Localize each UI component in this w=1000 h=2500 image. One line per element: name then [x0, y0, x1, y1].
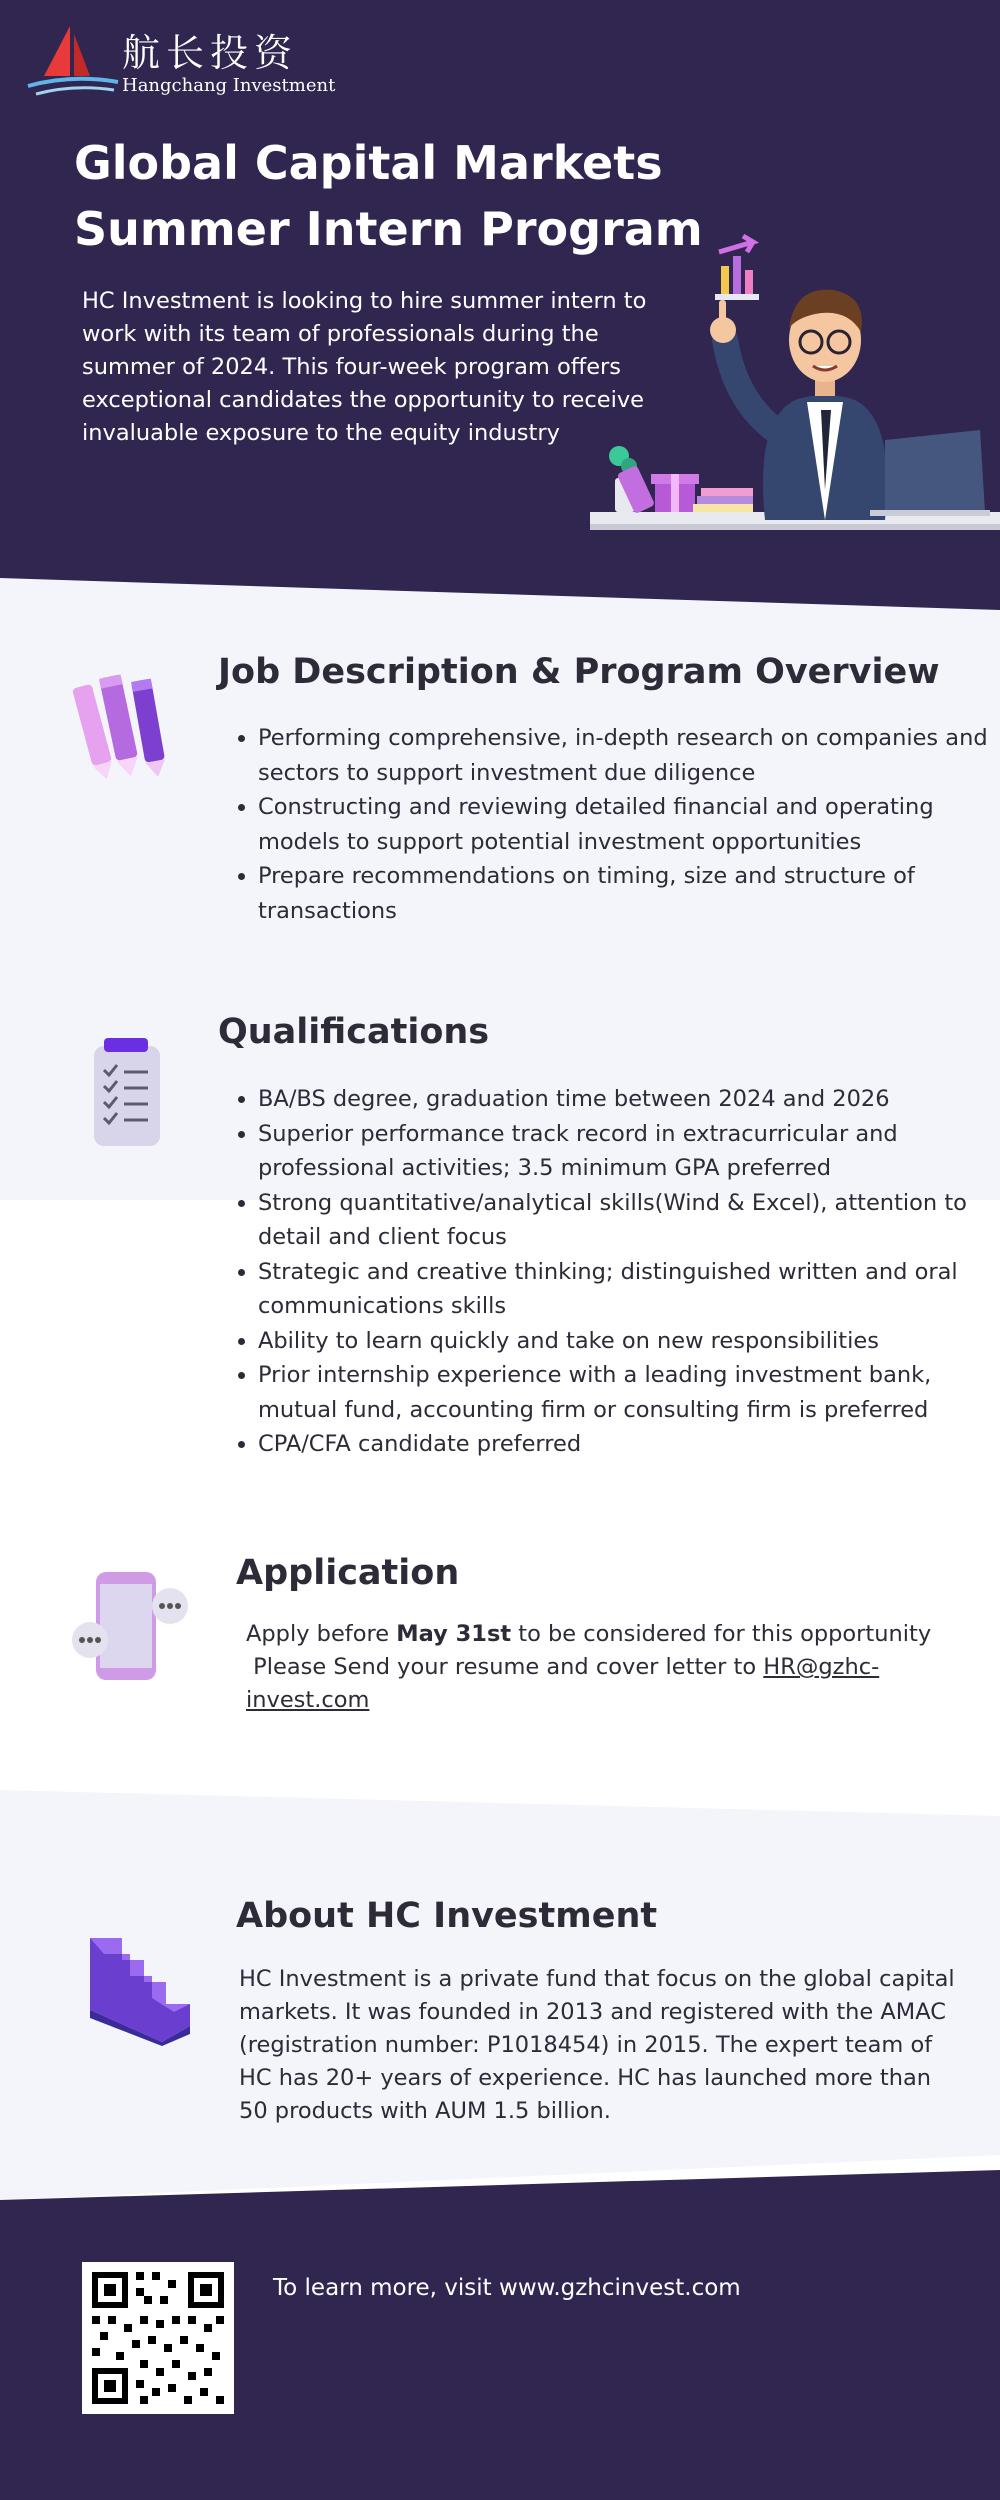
application-line2-pre: Please Send your resume and cover letter to — [253, 1654, 764, 1680]
list-item: • CPA/CFA candidate preferred — [258, 1427, 988, 1462]
sailboat-logo-icon — [22, 24, 122, 104]
qr-code — [82, 2262, 234, 2414]
stairs-icon — [82, 1930, 200, 2046]
application-deadline: May 31st — [396, 1621, 512, 1647]
application-line1-pre: Apply before — [246, 1621, 397, 1647]
job-description-heading: Job Description & Program Overview — [218, 652, 940, 692]
page-title-line-1: Global Capital Markets — [74, 136, 663, 190]
qualifications-list — [218, 1082, 988, 1462]
list-item: • Constructing and reviewing detailed financial and operating models to support potential investment opportunities — [258, 790, 988, 859]
about-section — [236, 1896, 956, 2128]
list-item: • Performing comprehensive, in-depth research on companies and sectors to support investment due diligence — [258, 721, 988, 790]
footer-visit-text: To learn more, visit www.gzhcinvest.com — [273, 2275, 741, 2301]
hero-intro: HC Investment is looking to hire summer intern to work with its team of professionals during the summer of 2024. This four-week program offers exceptional candidates the opportunity to receive invaluable exposure to the equity industry — [82, 288, 647, 446]
application-heading: Application — [236, 1553, 460, 1593]
application-section — [236, 1553, 976, 1717]
checklist-clipboard-icon — [92, 1036, 162, 1148]
page-title-line-2: Summer Intern Program — [74, 202, 703, 256]
list-item: • Prior internship experience with a leading investment bank, mutual fund, accounting firm or consulting firm is preferred — [258, 1358, 988, 1427]
job-description-list — [218, 721, 988, 928]
application-text — [246, 1618, 976, 1717]
brand-name-cn: 航长投资 — [122, 31, 299, 75]
businessman-illustration — [585, 230, 1000, 540]
list-item: • Ability to learn quickly and take on new responsibilities — [258, 1324, 988, 1359]
application-line1-post: to be considered for this opportunity — [511, 1621, 932, 1647]
list-item: • Prepare recommendations on timing, size and structure of transactions — [258, 859, 988, 928]
list-item: • Strong quantitative/analytical skills(Wind & Excel), attention to detail and client focus — [258, 1186, 988, 1255]
list-item: • Strategic and creative thinking; distinguished written and oral communications skills — [258, 1255, 988, 1324]
qualifications-section — [218, 1012, 988, 1462]
list-item: • BA/BS degree, graduation time between 2024 and 2026 — [258, 1082, 988, 1117]
about-text: HC Investment is a private fund that focus on the global capital markets. It was founded in 2013 and registered with the AMAC (registration number: P1018454) in 2015. The expert team of HC has 20+ years of experience. HC has launched more than 50 products with AUM 1.5 billion. — [239, 1966, 955, 2124]
chat-phone-icon — [70, 1570, 190, 1682]
pencils-icon — [72, 665, 187, 783]
brand-name-en: Hangchang Investment — [122, 75, 336, 96]
qualifications-heading: Qualifications — [218, 1012, 490, 1052]
job-description-section — [218, 652, 988, 928]
list-item: • Superior performance track record in extracurricular and professional activities; 3.5 minimum GPA preferred — [258, 1117, 988, 1186]
email-link[interactable]: HR@gzhc-invest.com — [246, 1654, 880, 1713]
about-heading: About HC Investment — [236, 1896, 658, 1936]
